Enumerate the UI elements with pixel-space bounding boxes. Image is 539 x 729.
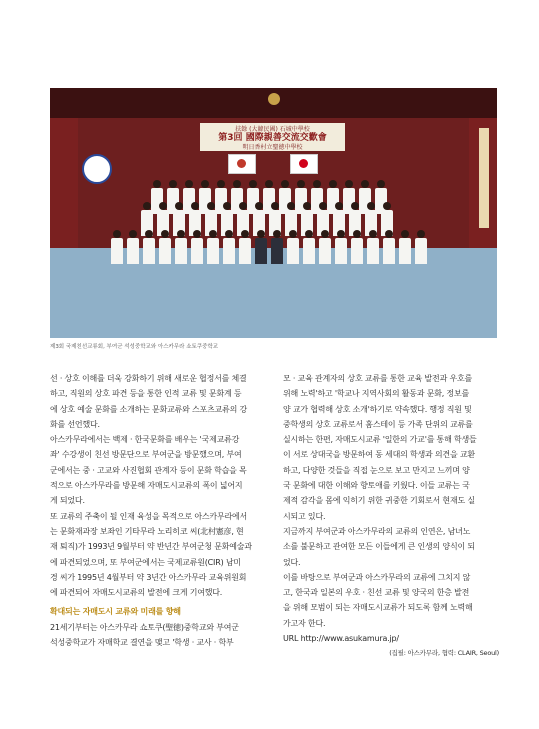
text-line: 21세기부터는 아스카무라 쇼토쿠(聖徳)중학교와 부여군 xyxy=(50,622,239,632)
text-line: 에 파견되어 자매도시교류의 발전에 크게 기여했다. xyxy=(50,588,223,598)
text-line: 적으로 아스카무라를 방문해 자매도시교류의 폭이 넓어지 xyxy=(50,481,243,491)
text-line: 었다. xyxy=(283,557,301,567)
text-line: 석성중학교가 자매학교 결연을 맺고 '학생 · 교사 · 학부 xyxy=(50,638,234,648)
text-line: 하고, 다양한 것들을 직접 눈으로 보고 만지고 느끼며 양 xyxy=(283,465,470,475)
banner-bottom-text: 明日香村立聖徳中學校 xyxy=(242,144,303,151)
vertical-banner xyxy=(479,128,489,228)
text-line: 화를 선언했다. xyxy=(50,419,100,429)
school-seal-icon xyxy=(82,154,112,184)
text-line: 게 되었다. xyxy=(50,496,85,506)
banner-top-text: 扶餘 (大韓民國) 石城中學校 xyxy=(235,126,310,133)
event-banner xyxy=(200,123,345,151)
url-line: URL http://www.asukamura.jp/ xyxy=(283,634,399,644)
korean-flag-icon xyxy=(228,154,256,174)
text-line: 아스카무라에서는 백제 · 한국문화를 배우는 '국제교류강 xyxy=(50,435,240,445)
student-group xyxy=(110,180,440,290)
text-line: 좌' 수강생이 친선 방문단으로 부여군을 방문했으며, 부여 xyxy=(50,450,242,460)
text-line: 군에서는 중 · 고교와 사진협회 관계자 등이 문화 학습을 목 xyxy=(50,465,247,475)
text-line: 에 상호 예술 문화를 소개하는 문화교류와 스포츠교류의 강 xyxy=(50,404,248,414)
section-heading: 확대되는 자매도시 교류와 미래를 향해 xyxy=(50,607,181,617)
text-line: 이를 바탕으로 부여군과 아스카무라의 교류에 그치지 않 xyxy=(283,572,471,582)
stage-curtain-left xyxy=(50,118,78,248)
text-line: 재 퇴직)가 1993년 9월부터 약 반년간 부여군청 문화예술과 xyxy=(50,542,252,552)
left-text-column xyxy=(50,371,266,650)
text-line: 또 교류의 주축이 될 인재 육성을 목적으로 아스카무라에서 xyxy=(50,511,248,521)
emblem-icon xyxy=(268,93,280,105)
text-line: 국 문화에 대한 이해와 향토애를 키웠다. 이들 교류는 국 xyxy=(283,481,470,491)
text-line: 경 씨가 1995년 4월부터 약 3년간 아스카무라 교육위원회 xyxy=(50,572,247,582)
text-line: 양 교가 협력해 상호 소개'하기로 약속했다. 행정 직원 및 xyxy=(283,404,472,414)
text-line: 실시하는 한편, 자매도시교류 '일한의 가교'를 통해 학생들 xyxy=(283,435,477,445)
right-text-column xyxy=(283,371,499,662)
photo-caption: 제3회 국제친선교류회, 부여군 석성중학교와 아스카무라 쇼토쿠중학교 xyxy=(50,344,219,350)
text-line: 선 · 상호 이해를 더욱 강화하기 위해 새로운 협정서를 체결 xyxy=(50,374,247,383)
text-line: 는 문화재과장 보좌인 기타무라 노리히코 씨(北村憲彦, 현 xyxy=(50,526,244,536)
text-line: 소를 불문하고 관여한 모든 이들에게 큰 인생의 양식이 되 xyxy=(283,542,475,552)
text-line: 에 파견되었으며, 또 부여군에서는 국제교류원(CIR) 남미 xyxy=(50,557,241,567)
text-line: 지금까지 부여군과 아스카무라의 교류의 인연은, 남녀노 xyxy=(283,526,471,536)
text-line: 이 서로 상대국을 방문하여 동 세대의 학생과 의견을 교환 xyxy=(283,450,475,460)
text-line: 위해 노력'하고 '학교나 지역사회의 활동과 문화, 정보를 xyxy=(283,389,470,399)
text-line: 제적 감각을 몸에 익히기 위한 귀중한 기회로서 현재도 실 xyxy=(283,496,475,506)
text-line: 을 위해 모범이 되는 자매도시교류가 되도록 함께 노력해 xyxy=(283,603,473,613)
group-row-front xyxy=(110,230,428,264)
text-line: 고, 한국과 일본의 우호 · 친선 교류 및 양국의 한층 발전 xyxy=(283,588,470,598)
group-photo xyxy=(50,88,497,338)
text-line: 하고, 직원의 상호 파견 등을 통한 인적 교류 및 문화계 등 xyxy=(50,389,242,399)
text-line: 가고자 한다. xyxy=(283,618,326,628)
banner-main-text: 第3回 國際親善交流交歡會 xyxy=(218,133,327,143)
credit-line: (집필: 아스카무라, 협력: CLAIR, Seoul) xyxy=(389,649,499,658)
japanese-flag-icon xyxy=(290,154,318,174)
text-line: 모 · 교육 관계자의 상호 교류를 통한 교육 발전과 우호를 xyxy=(283,374,473,383)
text-line: 중학생의 상호 교류로서 홈스테이 등 가족 단위의 교류를 xyxy=(283,419,473,429)
text-line: 시되고 있다. xyxy=(283,511,326,521)
